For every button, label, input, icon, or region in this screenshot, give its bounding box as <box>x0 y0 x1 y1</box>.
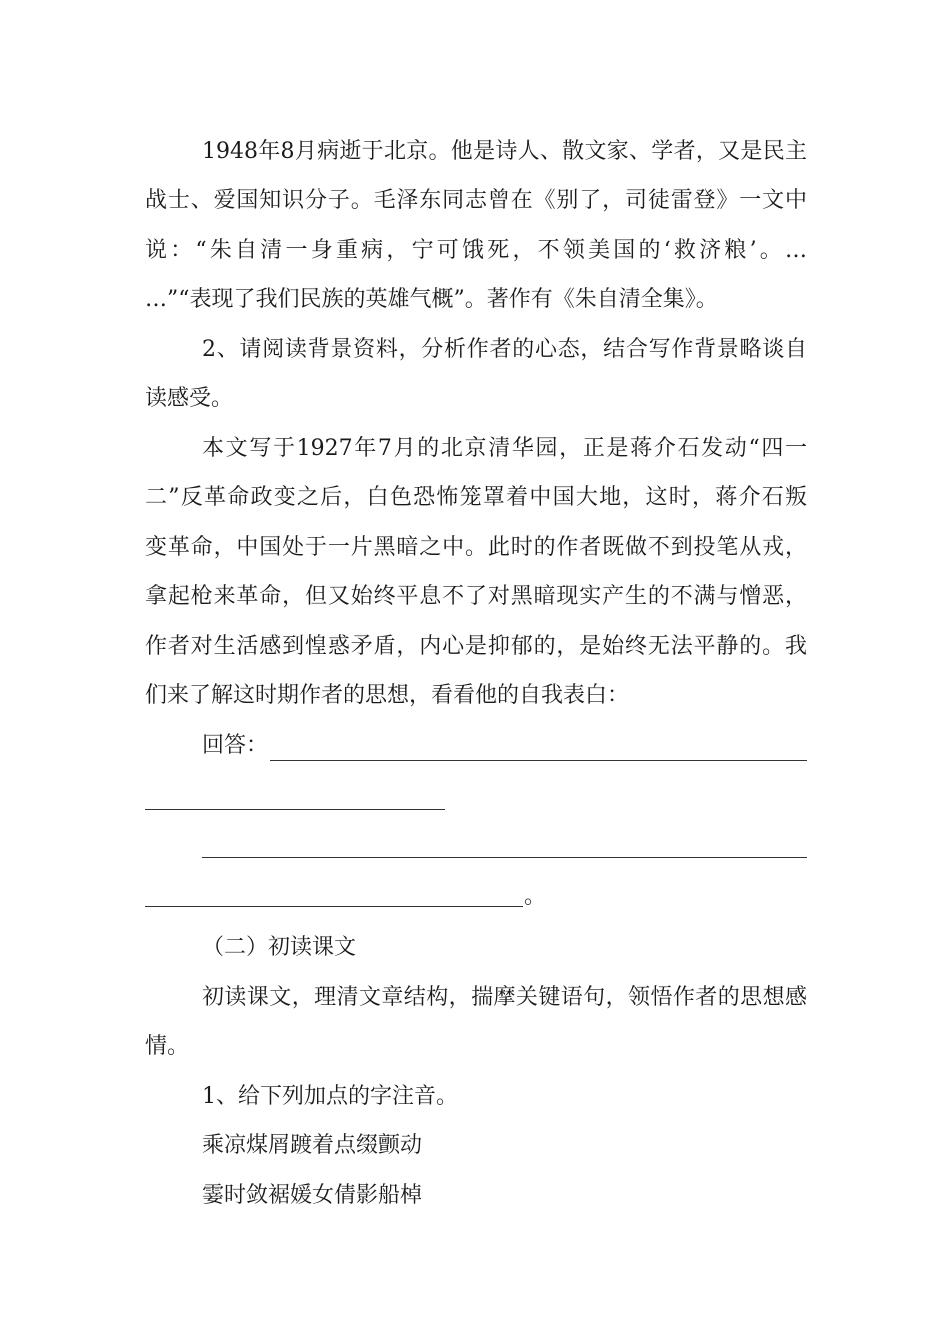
context-line-1: 本文写于1927年7月的北京清华园，正是蒋介石发动“四一 <box>202 436 807 461</box>
answer-blank-line-3[interactable] <box>202 857 807 858</box>
background-line-2: 战士、爱国知识分子。毛泽东同志曾在《别了，司徒雷登》一文中 <box>145 188 807 213</box>
answer-blank-line-1[interactable] <box>270 760 807 761</box>
context-line-5: 作者对生活感到惶惑矛盾，内心是抑郁的，是始终无法平静的。我 <box>145 634 807 659</box>
question2-line-1: 2、请阅读背景资料，分析作者的心态，结合写作背景略谈自 <box>202 337 807 362</box>
words-row-1: 乘凉煤屑踱着点缀颤动 <box>202 1133 423 1158</box>
answer-label: 回答： <box>202 733 269 758</box>
background-line-4: …”“表现了我们民族的英雄气概”。著作有《朱自清全集》。 <box>145 287 718 312</box>
context-line-6: 们来了解这时期作者的思想，看看他的自我表白： <box>145 683 630 708</box>
question2-line-2: 读感受。 <box>145 386 234 411</box>
section-heading: （二）初读课文 <box>202 935 357 960</box>
answer-blank-line-2[interactable] <box>145 809 445 810</box>
section-intro-line-2: 情。 <box>145 1034 190 1059</box>
answer-blank-line-4[interactable] <box>145 906 523 907</box>
answer-end-mark: 。 <box>524 884 547 909</box>
task1-prompt: 1、给下列加点的字注音。 <box>202 1084 458 1109</box>
context-line-4: 拿起枪来革命，但又始终平息不了对黑暗现实产生的不满与憎恶， <box>145 584 807 609</box>
background-line-3: 说：“朱自清一身重病，宁可饿死，不领美国的‘救济粮’。… <box>145 238 807 263</box>
words-row-2: 霎时敛裾媛女倩影船棹 <box>202 1183 423 1208</box>
context-line-2: 二”反革命政变之后，白色恐怖笼罩着中国大地，这时，蒋介石叛 <box>145 485 807 510</box>
context-line-3: 变革命，中国处于一片黑暗之中。此时的作者既做不到投笔从戎， <box>145 535 807 560</box>
section-intro-line-1: 初读课文，理清文章结构，揣摩关键语句，领悟作者的思想感 <box>202 985 807 1010</box>
background-line-1: 1948年8月病逝于北京。他是诗人、散文家、学者，又是民主 <box>202 139 807 164</box>
